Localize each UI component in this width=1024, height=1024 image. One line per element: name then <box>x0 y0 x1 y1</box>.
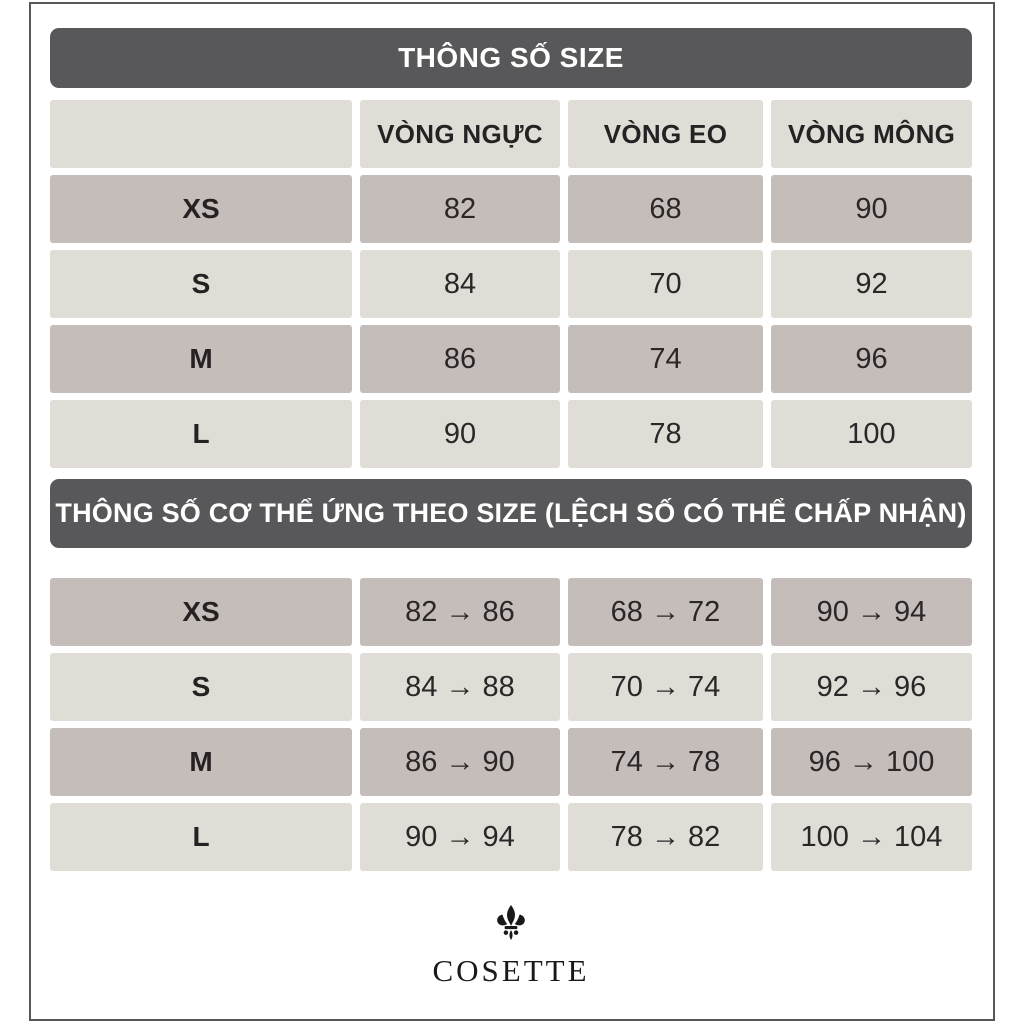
value-cell: 90 <box>360 400 560 468</box>
size-label-cell: M <box>50 728 352 796</box>
value-cell: 86 <box>360 325 560 393</box>
value-cell: 68 <box>568 175 763 243</box>
value-cell: 90 <box>771 175 972 243</box>
range-cell: 84 → 88 <box>360 653 560 721</box>
range-cell: 90 → 94 <box>360 803 560 871</box>
value-cell: 84 <box>360 250 560 318</box>
range-cell: 86 → 90 <box>360 728 560 796</box>
column-header-vong-eo: VÒNG EO <box>568 100 763 168</box>
range-cell: 68 → 72 <box>568 578 763 646</box>
size-chart-title: THÔNG SỐ SIZE <box>398 42 624 73</box>
column-header-vong-mong: VÒNG MÔNG <box>771 100 972 168</box>
value-cell: 78 <box>568 400 763 468</box>
size-label-cell: XS <box>50 175 352 243</box>
range-cell: 96 → 100 <box>771 728 972 796</box>
column-header-vong-nguc: VÒNG NGỰC <box>360 100 560 168</box>
size-label-cell: XS <box>50 578 352 646</box>
size-label-cell: S <box>50 250 352 318</box>
size-label-cell: L <box>50 803 352 871</box>
value-cell: 74 <box>568 325 763 393</box>
value-cell: 100 <box>771 400 972 468</box>
range-cell: 92 → 96 <box>771 653 972 721</box>
value-cell: 92 <box>771 250 972 318</box>
range-cell: 100 → 104 <box>771 803 972 871</box>
size-label-cell: M <box>50 325 352 393</box>
size-chart-title-bar <box>50 28 972 88</box>
brand-name: COSETTE <box>432 953 590 988</box>
body-spec-title-bar <box>50 479 972 548</box>
size-table <box>50 100 972 468</box>
size-label-cell: S <box>50 653 352 721</box>
column-header-empty <box>50 100 352 168</box>
range-cell: 70 → 74 <box>568 653 763 721</box>
body-spec-title: THÔNG SỐ CƠ THỂ ỨNG THEO SIZE (LỆCH SỐ CÓ THỂ CHẤP NHẬN) <box>55 498 967 528</box>
range-cell: 90 → 94 <box>771 578 972 646</box>
value-cell: 70 <box>568 250 763 318</box>
fleur-de-lis-icon <box>495 932 527 949</box>
range-cell: 74 → 78 <box>568 728 763 796</box>
body-spec-table <box>50 578 972 871</box>
value-cell: 82 <box>360 175 560 243</box>
brand-logo <box>50 905 972 989</box>
size-chart-sheet <box>50 28 972 989</box>
range-cell: 82 → 86 <box>360 578 560 646</box>
range-cell: 78 → 82 <box>568 803 763 871</box>
size-label-cell: L <box>50 400 352 468</box>
value-cell: 96 <box>771 325 972 393</box>
